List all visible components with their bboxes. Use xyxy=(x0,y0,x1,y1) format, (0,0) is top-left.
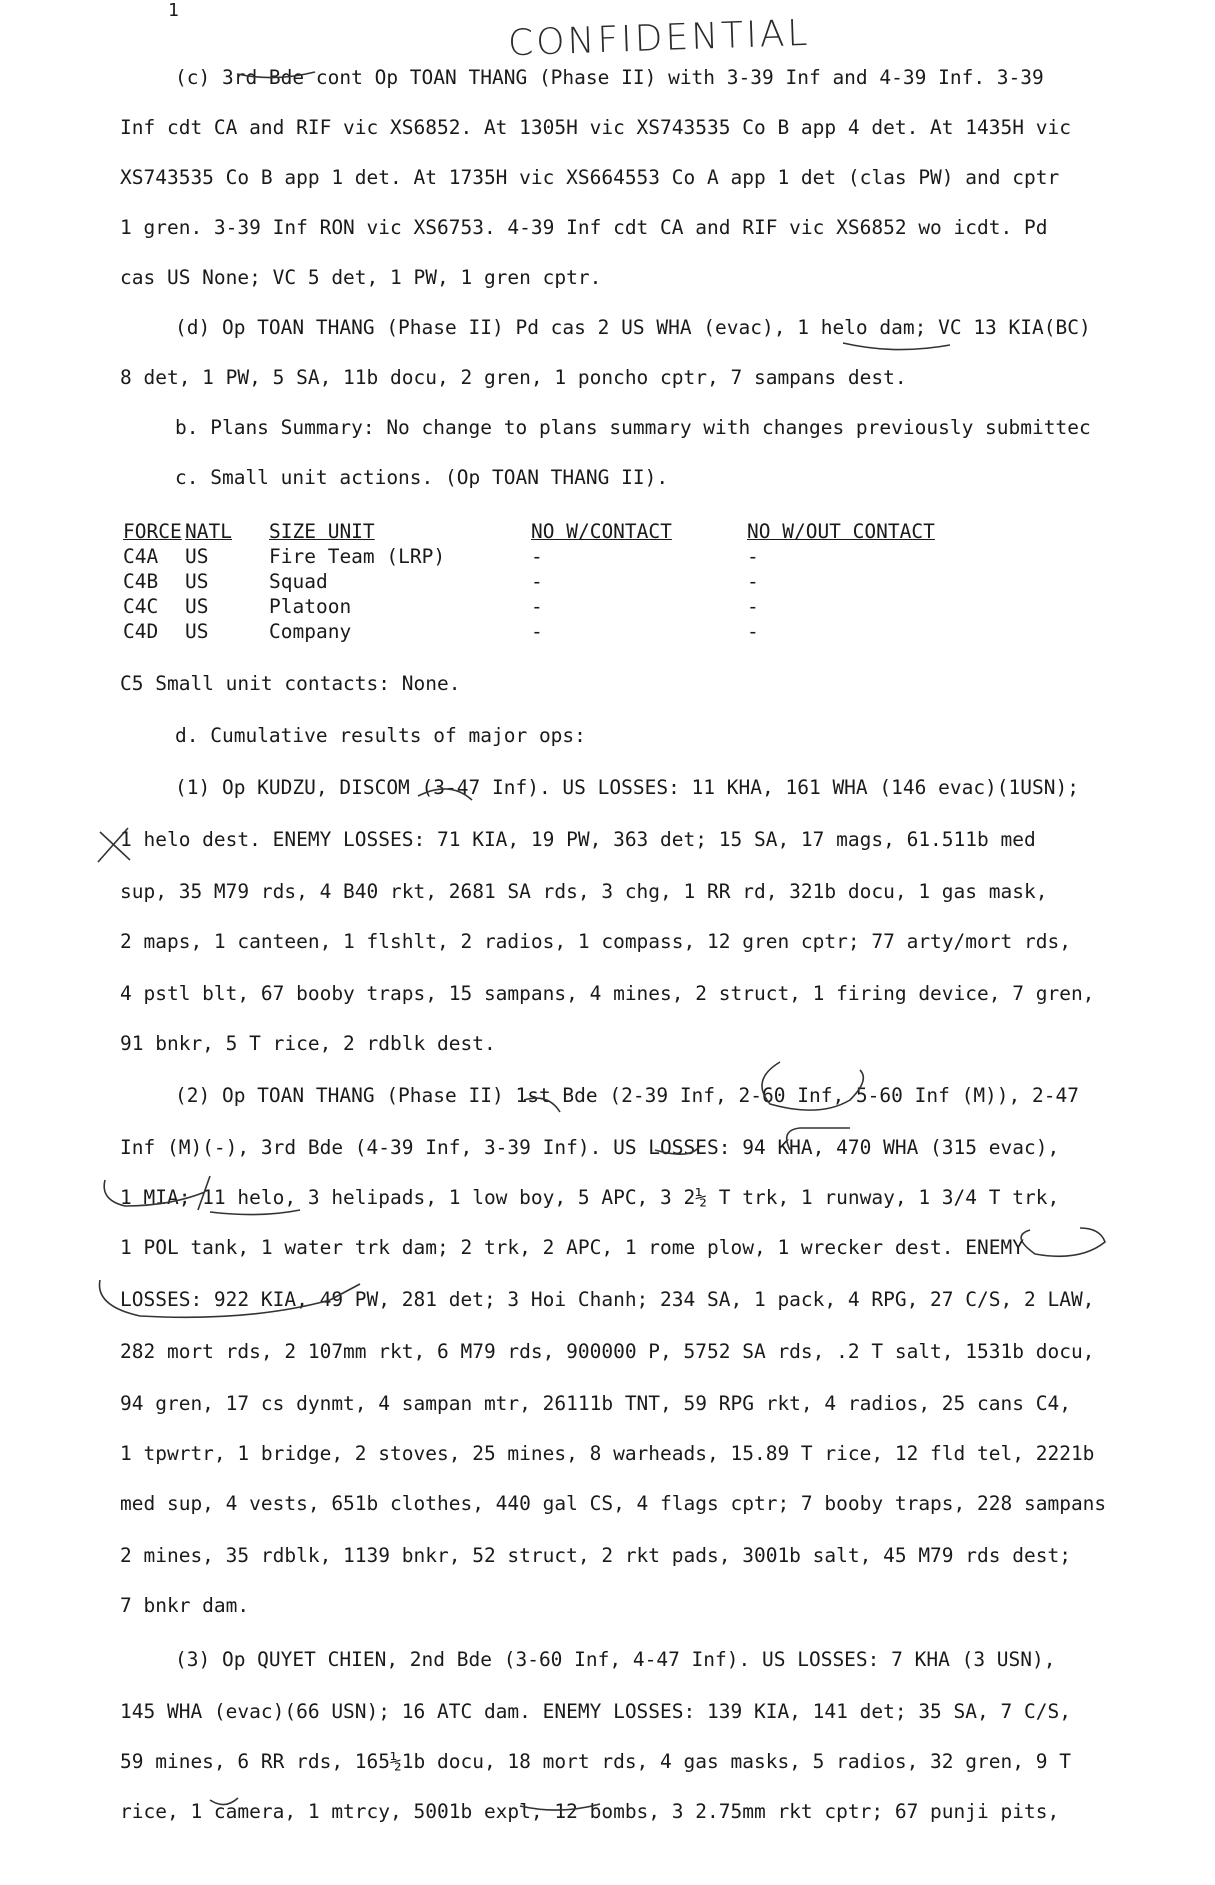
op1-line-3: sup, 35 M79 rds, 4 B40 rkt, 2681 SA rds, 3 chg, 1 RR rd, 321b docu, 1 gas mask, xyxy=(120,880,1048,903)
para-d-line-1: (d) Op TOAN THANG (Phase II) Pd cas 2 US WHA (evac), 1 helo dam; VC 13 KIA(BC) xyxy=(175,316,1091,339)
cell-force: C4D xyxy=(123,620,159,643)
small-unit-actions: c. Small unit actions. (Op TOAN THANG II). xyxy=(175,466,669,489)
para-d-line-2: 8 det, 1 PW, 5 SA, 11b docu, 2 gren, 1 poncho cptr, 7 sampans dest. xyxy=(120,366,907,389)
op2-line-4: 1 POL tank, 1 water trk dam; 2 trk, 2 APC, 1 rome plow, 1 wrecker dest. ENEMY xyxy=(120,1236,1024,1259)
para-c-line-3: XS743535 Co B app 1 det. At 1735H vic XS664553 Co A app 1 det (clas PW) and cptr xyxy=(120,166,1060,189)
table-row xyxy=(123,570,947,595)
cell-force: C4A xyxy=(123,545,159,568)
op3-line-1: (3) Op QUYET CHIEN, 2nd Bde (3-60 Inf, 4-47 Inf). US LOSSES: 7 KHA (3 USN), xyxy=(175,1648,1056,1671)
cell-with: - xyxy=(531,545,543,568)
col-size-unit: SIZE UNIT xyxy=(269,520,375,543)
cell-without: - xyxy=(747,570,759,593)
op1-line-1: (1) Op KUDZU, DISCOM (3-47 Inf). US LOSSES: 11 KHA, 161 WHA (146 evac)(1USN); xyxy=(175,776,1079,799)
op3-line-2: 145 WHA (evac)(66 USN); 16 ATC dam. ENEMY LOSSES: 139 KIA, 141 det; 35 SA, 7 C/S, xyxy=(120,1700,1071,1723)
op2-line-6: 282 mort rds, 2 107mm rkt, 6 M79 rds, 900000 P, 5752 SA rds, .2 T salt, 1531b docu, xyxy=(120,1340,1095,1363)
op2-line-7: 94 gren, 17 cs dynmt, 4 sampan mtr, 26111b TNT, 59 RPG rkt, 4 radios, 25 cans C4, xyxy=(120,1392,1071,1415)
col-force: FORCE xyxy=(123,520,182,543)
cell-force: C4C xyxy=(123,595,159,618)
cell-size: Company xyxy=(269,620,352,643)
cell-without: - xyxy=(747,545,759,568)
cell-natl: US xyxy=(185,545,209,568)
confidential-stamp: CONFIDENTIAL xyxy=(507,12,812,65)
table-row xyxy=(123,595,947,620)
op2-line-1: (2) Op TOAN THANG (Phase II) 1st Bde (2-39 Inf, 2-60 Inf, 5-60 Inf (M)), 2-47 xyxy=(175,1084,1079,1107)
op2-line-2: Inf (M)(-), 3rd Bde (4-39 Inf, 3-39 Inf). US LOSSES: 94 KHA, 470 WHA (315 evac), xyxy=(120,1136,1060,1159)
op2-line-11: 7 bnkr dam. xyxy=(120,1594,250,1617)
cell-with: - xyxy=(531,620,543,643)
cell-without: - xyxy=(747,595,759,618)
page-mark: 1 xyxy=(168,0,179,21)
para-c-line-1: (c) 3rd Bde cont Op TOAN THANG (Phase II) with 3-39 Inf and 4-39 Inf. 3-39 xyxy=(175,66,1044,89)
col-without-contact: NO W/OUT CONTACT xyxy=(747,520,935,543)
op2-line-8: 1 tpwrtr, 1 bridge, 2 stoves, 25 mines, 8 warheads, 15.89 T rice, 12 fld tel, 2221b xyxy=(120,1442,1095,1465)
cell-with: - xyxy=(531,570,543,593)
op2-line-5: LOSSES: 922 KIA, 49 PW, 281 det; 3 Hoi Chanh; 234 SA, 1 pack, 4 RPG, 27 C/S, 2 LAW, xyxy=(120,1288,1095,1311)
c5-contacts: C5 Small unit contacts: None. xyxy=(120,672,461,695)
cell-natl: US xyxy=(185,595,209,618)
para-c-line-4: 1 gren. 3-39 Inf RON vic XS6753. 4-39 Inf cdt CA and RIF vic XS6852 wo icdt. Pd xyxy=(120,216,1048,239)
cell-with: - xyxy=(531,595,543,618)
op2-line-10: 2 mines, 35 rdblk, 1139 bnkr, 52 struct, 2 rkt pads, 3001b salt, 45 M79 rds dest; xyxy=(120,1544,1071,1567)
units-table xyxy=(123,520,947,645)
col-natl: NATL xyxy=(185,520,232,543)
cell-natl: US xyxy=(185,620,209,643)
op1-line-4: 2 maps, 1 canteen, 1 flshlt, 2 radios, 1 compass, 12 gren cptr; 77 arty/mort rds, xyxy=(120,930,1071,953)
cell-size: Squad xyxy=(269,570,328,593)
table-row xyxy=(123,545,947,570)
op2-line-3: 1 MIA; 11 helo, 3 helipads, 1 low boy, 5 APC, 3 2½ T trk, 1 runway, 1 3/4 T trk, xyxy=(120,1186,1060,1209)
cumulative-heading: d. Cumulative results of major ops: xyxy=(175,724,586,747)
para-c-line-5: cas US None; VC 5 det, 1 PW, 1 gren cptr. xyxy=(120,266,602,289)
underline-11-helo xyxy=(210,1210,300,1215)
cell-without: - xyxy=(747,620,759,643)
cell-natl: US xyxy=(185,570,209,593)
units-table-header xyxy=(123,520,947,545)
cell-force: C4B xyxy=(123,570,159,593)
col-with-contact: NO W/CONTACT xyxy=(531,520,672,543)
op1-line-5: 4 pstl blt, 67 booby traps, 15 sampans, 4 mines, 2 struct, 1 firing device, 7 gren, xyxy=(120,982,1095,1005)
op1-line-6: 91 bnkr, 5 T rice, 2 rdblk dest. xyxy=(120,1032,496,1055)
plans-summary: b. Plans Summary: No change to plans summary with changes previously submittec xyxy=(175,416,1091,439)
underline-helo-dam xyxy=(843,343,950,350)
cell-size: Fire Team (LRP) xyxy=(269,545,446,568)
para-c-line-2: Inf cdt CA and RIF vic XS6852. At 1305H vic XS743535 Co B app 4 det. At 1435H vic xyxy=(120,116,1071,139)
table-row xyxy=(123,620,947,645)
op3-line-4: rice, 1 camera, 1 mtrcy, 5001b expl, 12 bombs, 3 2.75mm rkt cptr; 67 punji pits, xyxy=(120,1800,1060,1823)
op3-line-3: 59 mines, 6 RR rds, 165½1b docu, 18 mort rds, 4 gas masks, 5 radios, 32 gren, 9 T xyxy=(120,1750,1071,1773)
op1-line-2: 1 helo dest. ENEMY LOSSES: 71 KIA, 19 PW, 363 det; 15 SA, 17 mags, 61.511b med xyxy=(120,828,1036,851)
op2-line-9: med sup, 4 vests, 651b clothes, 440 gal CS, 4 flags cptr; 7 booby traps, 228 sampans xyxy=(120,1492,1107,1515)
cell-size: Platoon xyxy=(269,595,352,618)
